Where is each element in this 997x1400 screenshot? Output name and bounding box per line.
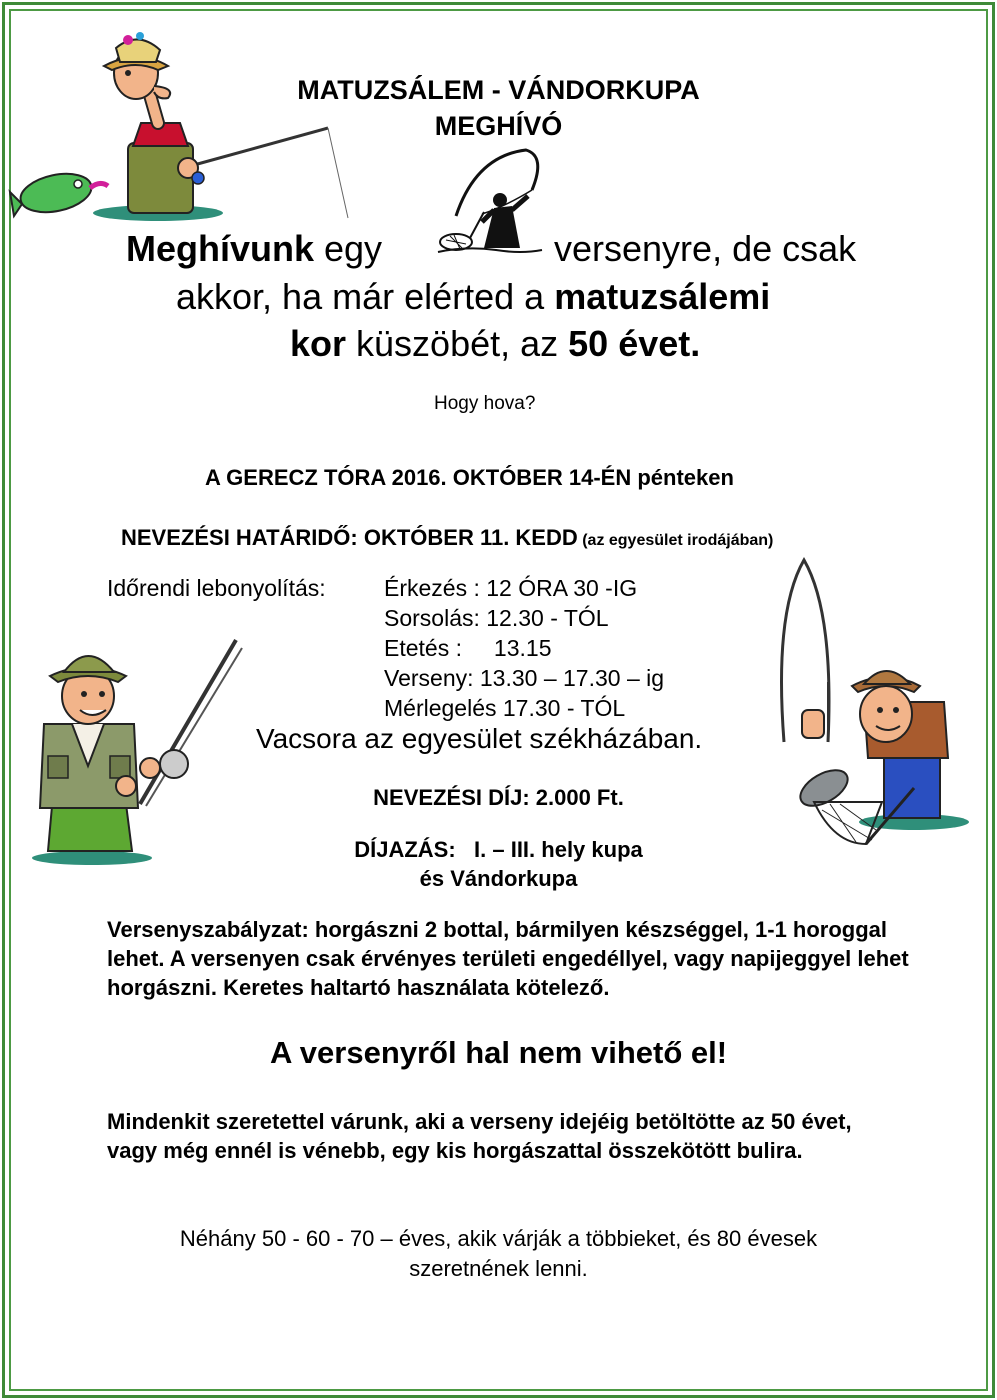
- invite-age: 50 évet.: [568, 323, 701, 364]
- schedule-item: Mérlegelés 17.30 - TÓL: [384, 695, 626, 721]
- deadline: NEVEZÉSI HATÁRIDŐ: OKTÓBER 11. KEDD: [121, 525, 578, 550]
- schedule-item: Érkezés : 12 ÓRA 30 -IG: [384, 575, 638, 601]
- invite-word-egy: egy: [314, 228, 383, 269]
- invite-line-3: [290, 323, 700, 365]
- deadline-line: [121, 524, 773, 555]
- fisherman-with-rod-icon: [22, 636, 242, 868]
- where-question: Hogy hova?: [434, 393, 536, 414]
- event-date: A GERECZ TÓRA 2016. OKTÓBER 14-ÉN: [205, 465, 632, 490]
- invite-word-kor: kor: [290, 323, 347, 364]
- title-line-1: MATUZSÁLEM - VÁNDORKUPA: [297, 75, 700, 105]
- closing-line-1: Néhány 50 - 60 - 70 – éves, akik várják a többieket, és 80 évesek: [179, 1226, 818, 1251]
- event-date-line: [205, 464, 734, 492]
- schedule-item: Sorsolás: 12.30 - TÓL: [384, 605, 609, 631]
- invite-line-1b: versenyre, de csak: [554, 228, 857, 269]
- deadline-location: (az egyesület irodájában): [577, 532, 774, 549]
- competition-rules: Versenyszabályzat: horgászni 2 bottal, bármilyen készséggel, 1-1 horoggal lehet. A versenyen csak érvényes területi engedéllyel, vagy napijeggyel lehet horgászni. Keretes haltartó használata kötelező.: [107, 917, 909, 1000]
- no-fish-notice: A versenyről hal nem vihető el!: [269, 1035, 728, 1070]
- schedule-item: Etetés : 13.15: [384, 635, 552, 661]
- invite-line-2-bold: matuzsálemi: [554, 276, 771, 317]
- invite-line-1a: [126, 228, 382, 270]
- fly-fisherman-icon: [436, 146, 546, 258]
- entry-fee: NEVEZÉSI DÍJ: 2.000 Ft.: [373, 785, 624, 810]
- schedule-item: Verseny: 13.30 – 17.30 – ig: [384, 665, 665, 691]
- prizes-line-1: DÍJAZÁS: I. – III. hely kupa: [354, 837, 643, 862]
- fisherman-with-net-icon: [764, 552, 969, 858]
- invite-line-2-normal: akkor, ha már elérted a: [176, 276, 555, 317]
- closing-line-2: szeretnének lenni.: [409, 1256, 588, 1281]
- title-line-2: MEGHÍVÓ: [434, 111, 563, 141]
- prizes-line-2: és Vándorkupa: [419, 866, 578, 891]
- welcome-text: Mindenkit szeretettel várunk, aki a verseny idejéig betöltötte az 50 évet, vagy még ennél is vénebb, egy kis horgászattal összekötött bulira.: [107, 1109, 852, 1163]
- invite-line-2: [176, 276, 770, 318]
- dinner-note: Vacsora az egyesület székházában.: [256, 723, 703, 754]
- invite-line-3-normal: küszöbét, az: [346, 323, 569, 364]
- schedule-label: Időrendi lebonyolítás:: [107, 575, 326, 601]
- invite-word-meghivunk: Meghívunk: [126, 228, 315, 269]
- event-day: pénteken: [631, 465, 734, 490]
